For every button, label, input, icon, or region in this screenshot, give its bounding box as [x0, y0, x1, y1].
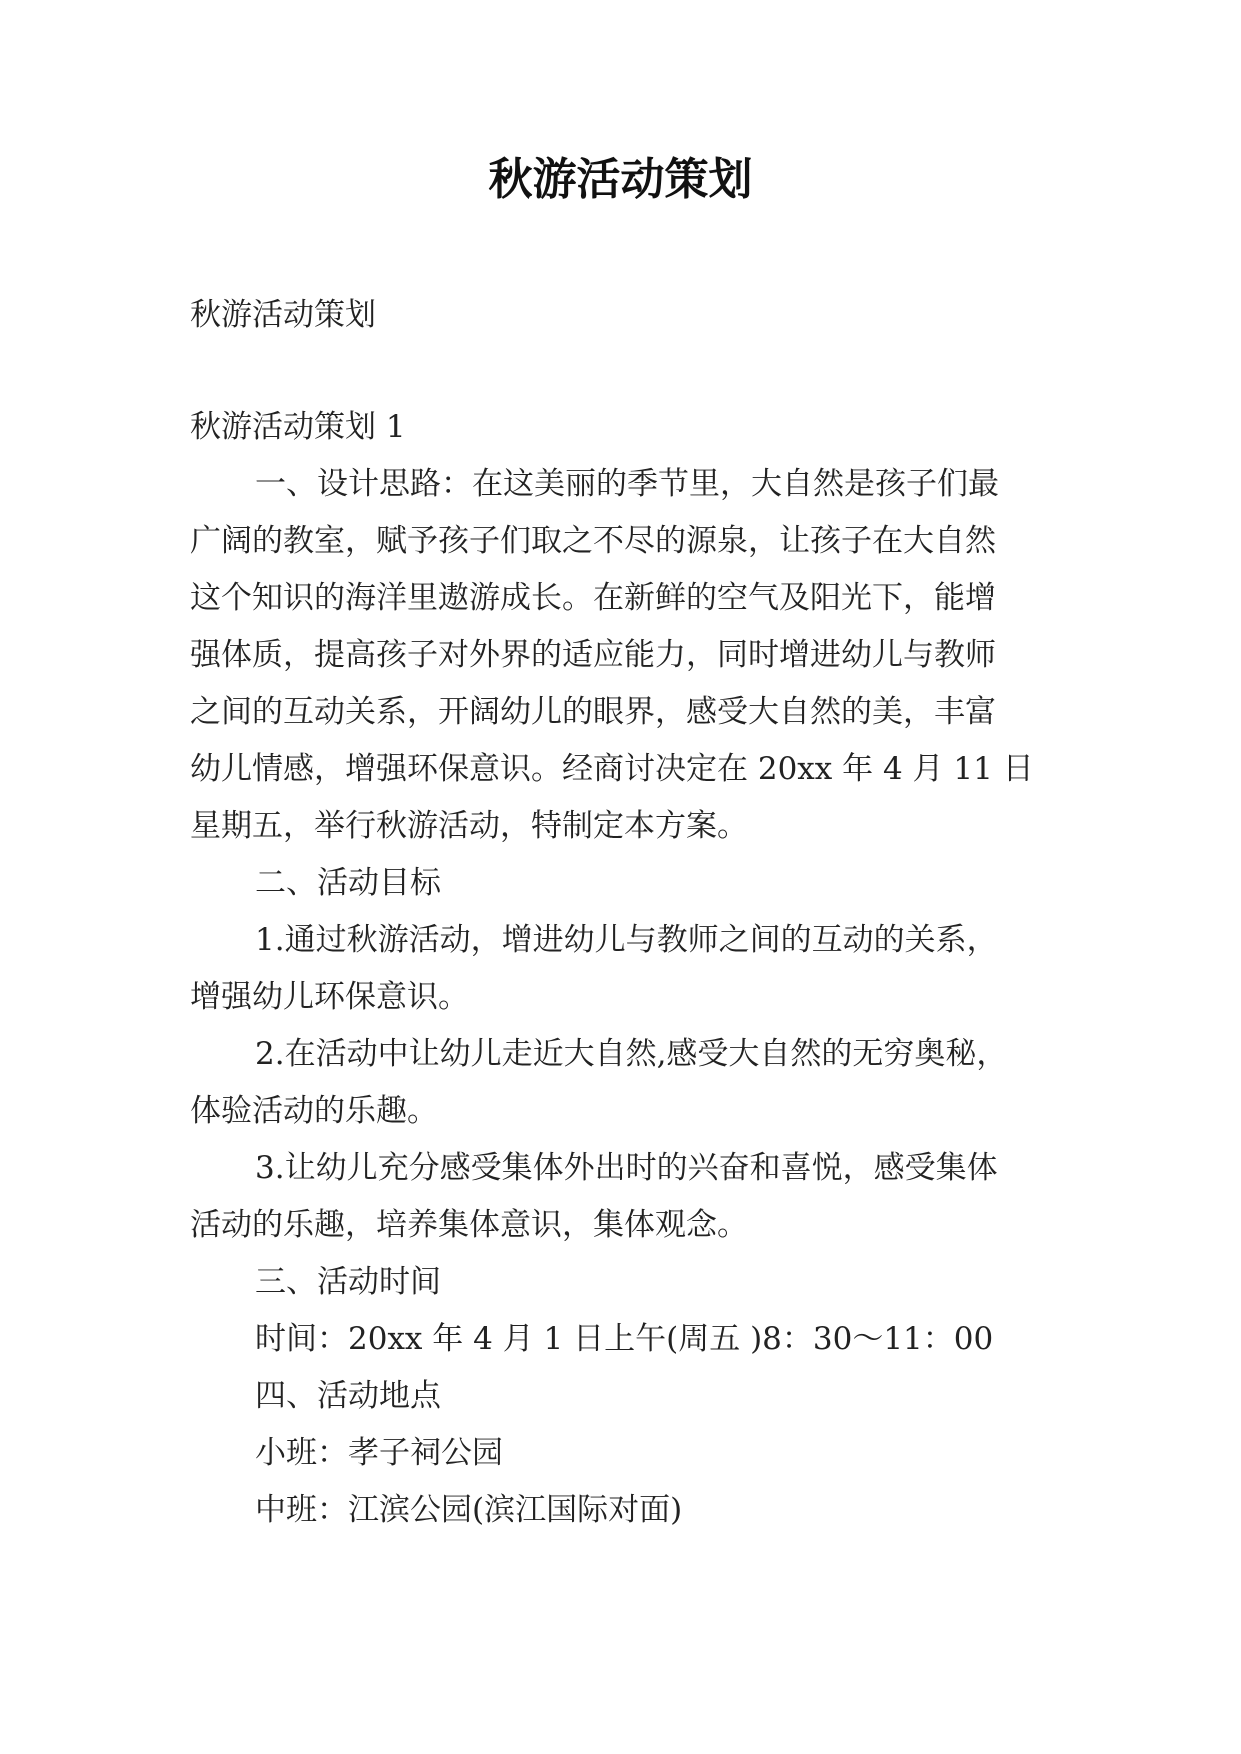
list-item: 2.在活动中让幼儿走近大自然,感受大自然的无穷奥秘， [255, 1036, 1008, 1072]
list-item: 3.让幼儿充分感受集体外出时的兴奋和喜悦，感受集体 [255, 1150, 998, 1186]
time-line: 时间：20xx 年 4 月 1 日上午(周五 )8：30～11：00 [255, 1321, 994, 1357]
paragraph-line: 一、设计思路：在这美丽的季节里，大自然是孩子们最 [255, 466, 999, 502]
location-line: 小班：孝子祠公园 [255, 1435, 503, 1471]
list-item-continuation: 增强幼儿环保意识。 [190, 979, 469, 1015]
list-item-continuation: 活动的乐趣，培养集体意识，集体观念。 [190, 1207, 748, 1243]
location-line: 中班：江滨公园(滨江国际对面) [255, 1492, 683, 1528]
paragraph-line: 广阔的教室，赋予孩子们取之不尽的源泉，让孩子在大自然 [190, 523, 996, 559]
document-title: 秋游活动策划 [488, 154, 753, 205]
paragraph-line: 强体质，提高孩子对外界的适应能力，同时增进幼儿与教师 [190, 637, 996, 673]
section-heading-goals: 二、活动目标 [255, 865, 441, 901]
section-heading: 秋游活动策划 1 [190, 409, 406, 445]
list-item-continuation: 体验活动的乐趣。 [190, 1093, 438, 1129]
section-heading-time: 三、活动时间 [255, 1264, 441, 1300]
paragraph-line: 这个知识的海洋里遨游成长。在新鲜的空气及阳光下，能增 [190, 580, 996, 616]
paragraph-line: 幼儿情感，增强环保意识。经商讨决定在 20xx 年 4 月 11 日 [190, 751, 1034, 787]
document-subtitle: 秋游活动策划 [190, 297, 376, 333]
paragraph-line: 星期五，举行秋游活动，特制定本方案。 [190, 808, 748, 844]
paragraph-line: 之间的互动关系，开阔幼儿的眼界，感受大自然的美，丰富 [190, 694, 996, 730]
list-item: 1.通过秋游活动，增进幼儿与教师之间的互动的关系， [255, 922, 998, 958]
section-heading-location: 四、活动地点 [255, 1378, 441, 1414]
